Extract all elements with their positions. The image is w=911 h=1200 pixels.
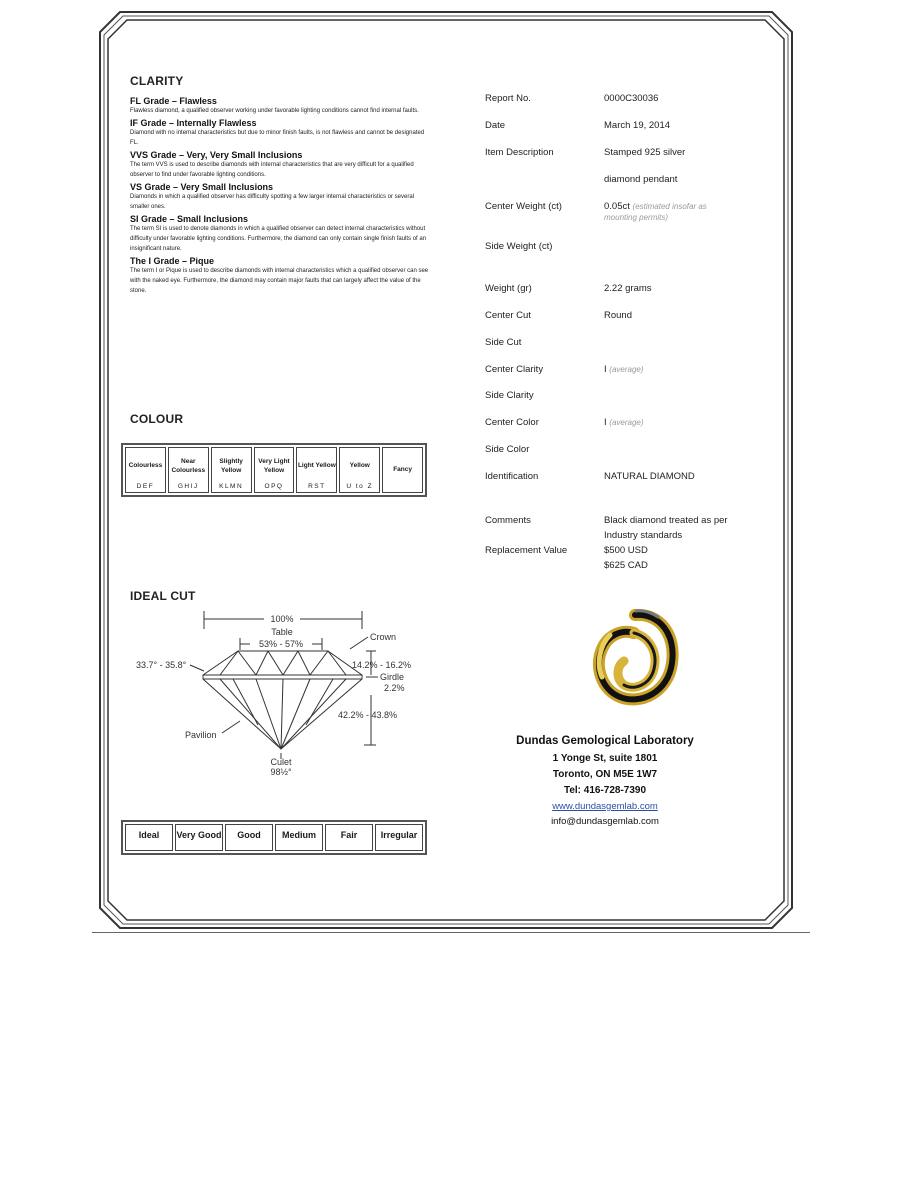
cut-grade-cell: Ideal xyxy=(125,824,173,851)
clarity-grade-i xyxy=(130,256,430,296)
colour-cell-range: OPQ xyxy=(264,482,284,490)
colour-cell-name: Yellow xyxy=(349,462,370,469)
center-cut-label: Center Cut xyxy=(485,310,531,321)
colour-cell xyxy=(296,447,337,493)
crown-angle-label: 33.7° - 35.8° xyxy=(136,660,187,670)
clarity-grade-si xyxy=(130,214,430,254)
cut-grade-cell: Fair xyxy=(325,824,373,851)
center-clarity-note: (average) xyxy=(609,365,644,374)
cut-grade-cell: Medium xyxy=(275,824,323,851)
replacement-usd: $500 USD xyxy=(604,545,648,556)
grade-title: VVS Grade – Very, Very Small Inclusions xyxy=(130,150,303,160)
colour-cell-name: Near Colourless xyxy=(171,457,206,474)
identification-label: Identification xyxy=(485,471,539,482)
cut-grade-table xyxy=(121,820,427,855)
crown-height-label: 14.2% - 16.2% xyxy=(352,660,412,670)
center-weight-value xyxy=(604,201,734,223)
clarity-grade-fl xyxy=(130,96,430,116)
pendant-image xyxy=(580,605,680,710)
replacement-value-label: Replacement Value xyxy=(485,545,568,556)
colour-cell xyxy=(339,447,380,493)
side-weight-label: Side Weight (ct) xyxy=(485,241,553,252)
center-clarity-grade: I xyxy=(604,364,607,375)
comments-line-2: Industry standards xyxy=(604,530,683,541)
grade-title: The I Grade – Pique xyxy=(130,256,215,266)
grade-title: SI Grade – Small Inclusions xyxy=(130,214,249,224)
grade-title: VS Grade – Very Small Inclusions xyxy=(130,182,274,192)
center-cut-value: Round xyxy=(604,310,632,321)
weight-value: 2.22 grams xyxy=(604,283,652,294)
clarity-grade-vvs xyxy=(130,150,430,180)
colour-cell xyxy=(125,447,166,493)
center-color-label: Center Color xyxy=(485,417,539,428)
girdle-pct-label: 2.2% xyxy=(384,683,405,693)
colour-cell-range: U to Z xyxy=(346,482,374,490)
ideal-cut-title: IDEAL CUT xyxy=(130,589,196,603)
crown-label: Crown xyxy=(370,632,397,642)
center-color-grade: I xyxy=(604,417,607,428)
identification-value: NATURAL DIAMOND xyxy=(604,471,695,482)
table-label: Table xyxy=(271,627,293,637)
clarity-grade-vs xyxy=(130,182,430,212)
pavilion-depth-label: 42.2% - 43.8% xyxy=(338,710,398,720)
center-clarity-value xyxy=(604,364,644,375)
replacement-cad: $625 CAD xyxy=(604,560,648,571)
cut-grade-cell: Very Good xyxy=(175,824,223,851)
lab-email: info@dundasgemlab.com xyxy=(551,816,659,827)
item-description-value-2: diamond pendant xyxy=(604,174,678,185)
side-cut-label: Side Cut xyxy=(485,337,522,348)
colour-cell xyxy=(254,447,295,493)
colour-cell-name: Light Yellow xyxy=(297,462,336,469)
colour-cell-name: Very Light Yellow xyxy=(258,457,290,474)
diamond-proportions-diagram xyxy=(128,605,428,785)
clarity-grade-if xyxy=(130,118,430,148)
date-label: Date xyxy=(485,120,506,131)
clarity-grades-list xyxy=(130,94,430,297)
lab-info xyxy=(500,735,710,829)
page-bottom-rule xyxy=(92,932,810,933)
cut-grade-cell: Good xyxy=(225,824,273,851)
grade-description: Flawless diamond, a qualified observer working under favorable lighting conditions cannot find internal faults. xyxy=(130,108,419,114)
center-color-value xyxy=(604,417,644,428)
center-weight-note: (estimated insofar as mounting permits) xyxy=(604,202,707,222)
item-description-value: Stamped 925 silver xyxy=(604,147,686,158)
colour-cell-range: KLMN xyxy=(219,482,244,490)
date-value: March 19, 2014 xyxy=(604,120,671,131)
colour-scale-table xyxy=(121,443,427,497)
side-color-label: Side Color xyxy=(485,444,530,455)
grade-description: The term VVS is used to describe diamonds with internal characteristics that are very difficult for a qualified observer to find under favorable lighting conditions. xyxy=(130,162,414,178)
colour-cell-range: GHIJ xyxy=(177,482,199,490)
grade-description: Diamonds in which a qualified observer has difficulty spotting a few larger internal characteristics or several smaller ones. xyxy=(130,194,415,210)
lab-address-2: Toronto, ON M5E 1W7 xyxy=(552,769,658,780)
colour-cell xyxy=(168,447,209,493)
center-clarity-label: Center Clarity xyxy=(485,364,544,375)
culet-label: Culet xyxy=(270,757,292,767)
grade-description: The term SI is used to denote diamonds in which a qualified observer can detect internal characteristics without difficulty under favorable lighting conditions. Furthermore, the diamond can only contain single finish faults of an insignificant nature. xyxy=(130,226,427,252)
center-color-note: (average) xyxy=(609,418,644,427)
lab-address-1: 1 Yonge St, suite 1801 xyxy=(552,753,658,764)
center-weight-amount: 0.05ct xyxy=(604,201,630,212)
weight-label: Weight (gr) xyxy=(485,283,532,294)
pavilion-label: Pavilion xyxy=(185,730,217,740)
lab-name: Dundas Gemological Laboratory xyxy=(516,735,694,747)
center-weight-label: Center Weight (ct) xyxy=(485,201,562,212)
colour-cell-range: RST xyxy=(308,482,326,490)
report-no-label: Report No. xyxy=(485,93,531,104)
grade-description: The term I or Pique is used to describe diamonds with internal characteristics which a qualified observer can see with the naked eye. Furthermore, the diamond may contain major faults that can largely affect the value of the stone. xyxy=(130,268,429,294)
colour-title: COLOUR xyxy=(130,412,184,426)
colour-cell-name: Colourless xyxy=(128,462,163,469)
table-range-label: 53% - 57% xyxy=(258,639,304,649)
culet-pct-label: 98½° xyxy=(270,767,292,777)
colour-cell-name: Fancy xyxy=(393,465,412,473)
width-label: 100% xyxy=(270,614,294,624)
report-no-value: 0000C30036 xyxy=(604,93,659,104)
colour-cell-name: Slightly Yellow xyxy=(219,457,243,474)
grade-title: FL Grade – Flawless xyxy=(130,96,217,106)
side-clarity-label: Side Clarity xyxy=(485,390,534,401)
colour-cell xyxy=(211,447,252,493)
lab-website-link[interactable]: www.dundasgemlab.com xyxy=(552,801,658,812)
colour-cell-range: DEF xyxy=(136,482,155,490)
comments-line-1: Black diamond treated as per xyxy=(604,515,728,526)
item-description-label: Item Description xyxy=(485,147,554,158)
grade-description: Diamond with no internal characteristics but due to minor finish faults, is not flawless and cannot be designated FL. xyxy=(130,130,425,146)
cut-grade-cell: Irregular xyxy=(375,824,423,851)
lab-phone: Tel: 416-728-7390 xyxy=(563,785,647,796)
girdle-label: Girdle xyxy=(380,672,405,682)
comments-label: Comments xyxy=(485,515,531,526)
grade-title: IF Grade – Internally Flawless xyxy=(130,118,257,128)
clarity-title: CLARITY xyxy=(130,74,184,88)
colour-cell xyxy=(382,447,423,493)
